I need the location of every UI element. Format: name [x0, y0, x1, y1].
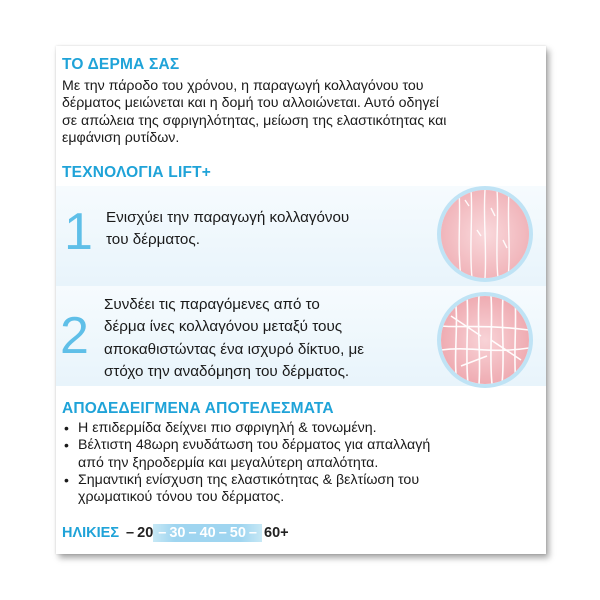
step-1-number: 1: [64, 203, 93, 261]
step-2-number: 2: [60, 307, 89, 365]
step-2-line: Συνδέει τις παραγόμενες από το: [104, 296, 320, 313]
step-1-line: Ενισχύει την παραγωγή κολλαγόνου: [106, 209, 350, 226]
age-separator: –: [188, 525, 197, 541]
skin-line: εμφάνιση ρυτίδων.: [62, 129, 180, 146]
step-1-line: του δέρματος.: [106, 231, 200, 249]
step-1-text: [106, 207, 349, 252]
age-value: 60+: [264, 525, 289, 541]
results-heading: ΑΠΟΔΕΔΕΙΓΜΕΝΑ ΑΠΟΤΕΛΕΣΜΑΤΑ: [62, 400, 334, 417]
age-separator: –: [248, 525, 257, 541]
step-2-text: [104, 294, 364, 384]
age-value: 40: [199, 525, 216, 541]
step-2-line: δέρμα ίνες κολλαγόνου μεταξύ τους: [104, 318, 343, 336]
collagen-network-dense-image: [437, 292, 533, 388]
age-value: 50: [229, 525, 246, 541]
age-separator: –: [218, 525, 227, 541]
age-separator: –: [126, 525, 135, 541]
age-value: 30: [169, 525, 186, 541]
ages-row: [62, 524, 289, 542]
skin-paragraph: [62, 78, 540, 147]
skin-heading: ΤΟ ΔΕΡΜΑ ΣΑΣ: [62, 56, 180, 73]
list-item: [62, 437, 542, 472]
list-item: [62, 420, 542, 437]
bullet-line: χρωματικού τόνου του δέρματος.: [78, 489, 285, 506]
bullet-line: Βέλτιστη 48ωρη ενυδάτωση του δέρματος για απαλλαγή: [78, 437, 431, 454]
bullet-line: Η επιδερμίδα δείχνει πιο σφριγηλή & τονωμένη.: [78, 420, 377, 436]
collagen-fibers-sparse-image: [437, 186, 533, 282]
skin-line: σε απώλεια της σφριγηλότητας, μείωση της ελαστικότητας και: [62, 112, 447, 129]
skin-line: Με την πάροδο του χρόνου, η παραγωγή κολλαγόνου του: [62, 78, 424, 94]
bullet-line: Σημαντική ενίσχυση της ελαστικότητας & βελτίωση του: [78, 471, 420, 488]
step-2-line: αποκαθιστώντας ένα ισχυρό δίκτυο, με: [104, 340, 365, 358]
skin-line: δέρματος μειώνεται και η δομή του αλλοιώνεται. Αυτό οδηγεί: [62, 95, 439, 112]
collagen-fibers-sparse-svg: [441, 190, 529, 278]
step-2-line: στόχο την αναδόμηση του δέρματος.: [104, 363, 350, 381]
list-item: [62, 472, 542, 507]
collagen-network-dense-svg: [441, 296, 529, 384]
results-list: [62, 420, 542, 506]
bullet-line: από την ξηροδερμία και μεγαλύτερη απαλότητα.: [78, 454, 379, 471]
bullet-icon: •: [64, 420, 69, 436]
technology-heading: ΤΕΧΝΟΛΟΓΙΑ LIFT+: [62, 164, 212, 181]
bullet-icon: •: [64, 471, 69, 488]
bullet-icon: •: [64, 437, 69, 454]
age-highlight: [153, 524, 262, 542]
ages-label: ΗΛΙΚΙΕΣ: [62, 525, 120, 541]
age-value: 20: [137, 525, 154, 541]
age-separator: –: [158, 525, 167, 541]
